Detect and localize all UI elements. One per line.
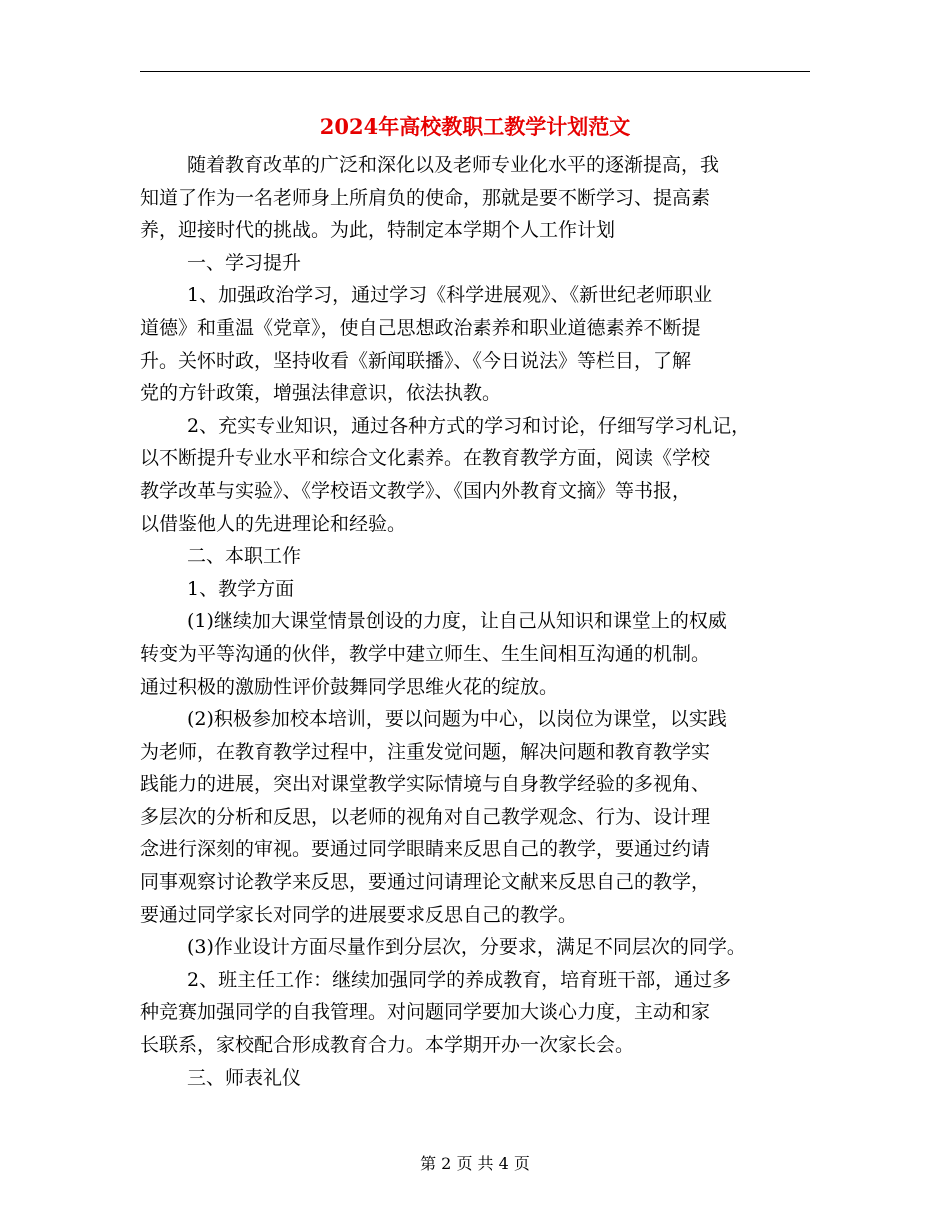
text-line: 以借鉴他人的先进理论和经验。 (140, 512, 407, 535)
text-line: 通过积极的激励性评价鼓舞同学思维火花的绽放。 (140, 675, 559, 698)
text-line: 养，迎接时代的挑战。为此，特制定本学期个人工作计划 (140, 219, 616, 242)
text-line: 同事观察讨论教学来反思，要通过问请理论文献来反思自己的教学， (140, 871, 711, 894)
text-line: 教学改革与实验》、《学校语文教学》、《国内外教育文摘》等书报， (140, 479, 692, 502)
text-line: 1、教学方面 (187, 577, 295, 600)
document-title: 2024年高校教职工教学计划范文 (319, 114, 631, 139)
page-footer: 第 2 页 共 4 页 (420, 1154, 530, 1173)
text-line: 道德》和重温《党章》，使自己思想政治素养和职业道德素养不断提 (140, 316, 701, 339)
text-line: 一、学习提升 (187, 251, 302, 274)
text-line: 种竞赛加强同学的自我管理。对问题同学要加大谈心力度，主动和家 (140, 1001, 711, 1024)
text-line: 随着教育改革的广泛和深化以及老师专业化水平的逐渐提高，我 (187, 154, 720, 176)
text-line: 念进行深刻的审视。要通过同学眼睛来反思自己的教学，要通过约请 (140, 838, 711, 861)
text-line: 二、本职工作 (187, 545, 302, 568)
text-line: 多层次的分析和反思，以老师的视角对自己教学观念、行为、设计理 (140, 805, 711, 828)
text-line: 转变为平等沟通的伙伴，教学中建立师生、生生间相互沟通的机制。 (140, 642, 711, 665)
text-line: (2)积极参加校本培训，要以问题为中心，以岗位为课堂，以实践 (187, 708, 727, 731)
text-line: 长联系，家校配合形成教育合力。本学期开办一次家长会。 (140, 1034, 635, 1057)
text-line: 2、充实专业知识，通过各种方式的学习和讨论，仔细写学习札记， (187, 414, 751, 437)
text-line: 以不断提升专业水平和综合文化素养。在教育教学方面，阅读《学校 (140, 447, 711, 470)
text-line: 2、班主任工作：继续加强同学的养成教育，培育班干部，通过多 (187, 968, 732, 991)
text-line: (1)继续加大课堂情景创设的力度，让自己从知识和课堂上的权威 (187, 610, 727, 633)
text-line: 升。关怀时政，坚持收看《新闻联播》、《今日说法》等栏目，了解 (140, 349, 692, 372)
text-line: 为老师，在教育教学过程中，注重发觉问题，解决问题和教育教学实 (140, 740, 711, 763)
text-line: 要通过同学家长对同学的进展要求反思自己的教学。 (140, 903, 578, 926)
body-text (140, 149, 810, 1094)
text-line: 1、加强政治学习，通过学习《科学进展观》、《新世纪老师职业 (187, 284, 713, 307)
text-line: 党的方针政策，增强法律意识，依法执教。 (140, 382, 502, 405)
text-line: 知道了作为一名老师身上所肩负的使命，那就是要不断学习、提高素 (140, 186, 711, 209)
text-line: 三、师表礼仪 (187, 1066, 302, 1089)
text-line: 践能力的进展，突出对课堂教学实际情境与自身教学经验的多视角、 (140, 773, 711, 796)
document-body (140, 149, 810, 1094)
header-rule (140, 71, 810, 72)
text-line: (3)作业设计方面尽量作到分层次，分要求，满足不同层次的同学。 (187, 936, 746, 959)
